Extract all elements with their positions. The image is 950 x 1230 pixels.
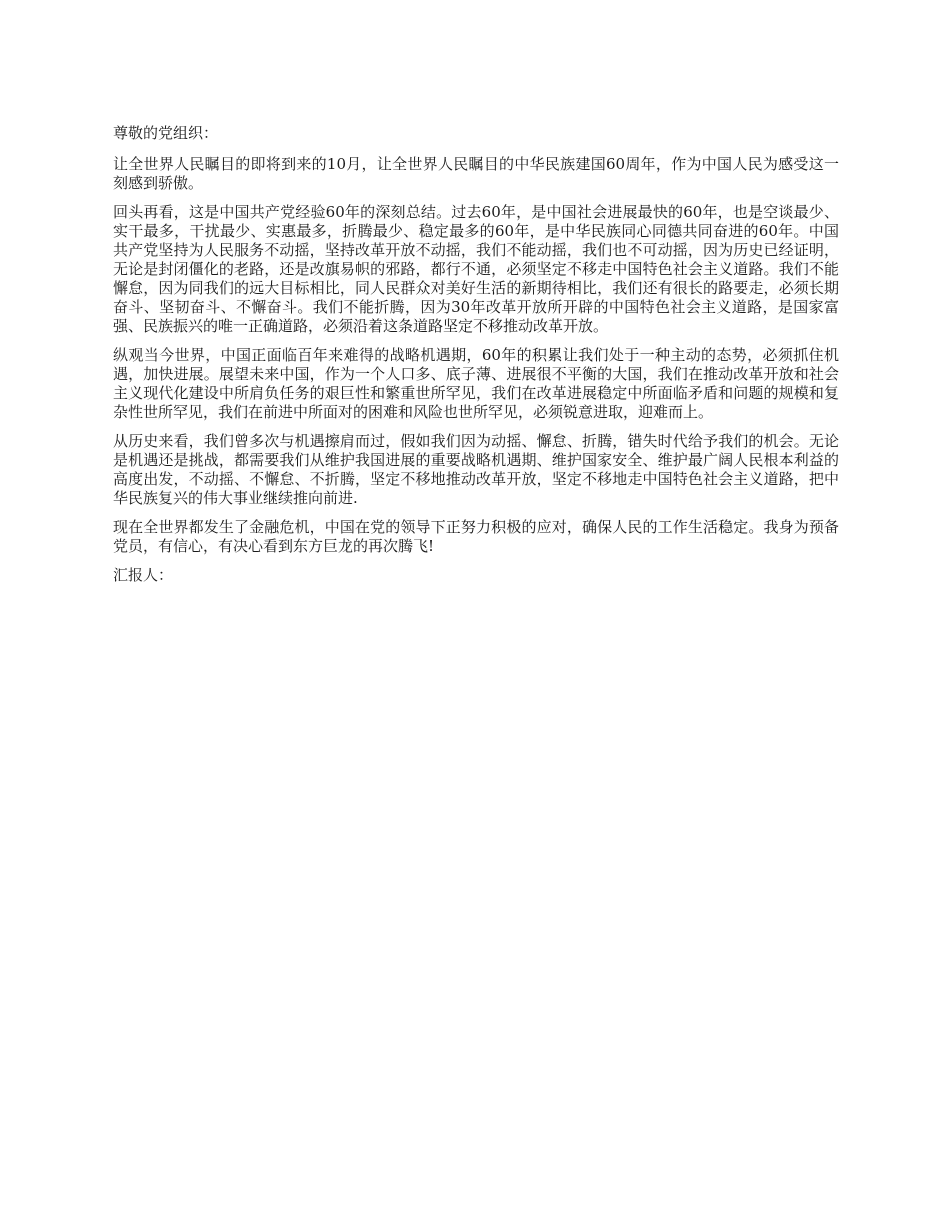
paragraph-1: 让全世界人民瞩目的即将到来的10月，让全世界人民瞩目的中华民族建国60周年，作为中国人民为感受这一刻感到骄傲。 [113, 155, 839, 192]
paragraph-4: 从历史来看，我们曾多次与机遇擦肩而过，假如我们因为动摇、懈怠、折腾，错失时代给予我们的机会。无论是机遇还是挑战，都需要我们从维护我国进展的重要战略机遇期、维护国家安全、维护最广阔人民根本利益的高度出发，不动摇、不懈怠、不折腾，坚定不移地推动改革开放，坚定不移地走中国特色社会主义道路，把中华民族复兴的伟大事业继续推向前进. [113, 432, 839, 507]
signature-label: 汇报人： [113, 566, 174, 584]
document-body [113, 124, 839, 595]
paragraph-2: 回头再看，这是中国共产党经验60年的深刻总结。过去60年，是中国社会进展最快的60年，也是空谈最少、实干最多，干扰最少、实惠最多，折腾最少、稳定最多的60年，是中华民族同心同德共同奋进的60年。中国共产党坚持为人民服务不动摇，坚持改革开放不动摇，我们不能动摇，我们也不可动摇，因为历史已经证明，无论是封闭僵化的老路，还是改旗易帜的邪路，都行不通，必须坚定不移走中国特色社会主义道路。我们不能懈怠，因为同我们的远大目标相比，同人民群众对美好生活的新期待相比，我们还有很长的路要走，必须长期奋斗、坚韧奋斗、不懈奋斗。我们不能折腾，因为30年改革开放所开辟的中国特色社会主义道路，是国家富强、民族振兴的唯一正确道路，必须沿着这条道路坚定不移推动改革开放。 [113, 203, 839, 335]
paragraph-5: 现在全世界都发生了金融危机，中国在党的领导下正努力积极的应对，确保人民的工作生活稳定。我身为预备党员，有信心，有决心看到东方巨龙的再次腾飞! [113, 518, 839, 555]
paragraph-3: 纵观当今世界，中国正面临百年来难得的战略机遇期，60年的积累让我们处于一种主动的态势，必须抓住机遇，加快进展。展望未来中国，作为一个人口多、底子薄、进展很不平衡的大国，我们在推动改革开放和社会主义现代化建设中所肩负任务的艰巨性和繁重世所罕见，我们在改革进展稳定中所面临矛盾和问题的规模和复杂性世所罕见，我们在前进中所面对的困难和风险也世所罕见，必须锐意进取，迎难而上。 [113, 346, 839, 421]
salutation: 尊敬的党组织： [113, 124, 219, 142]
